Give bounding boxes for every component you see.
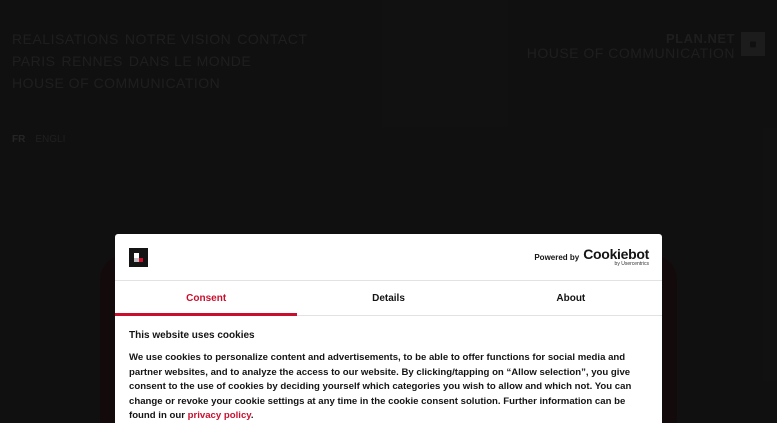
cookiebot-name: Cookiebot [583, 246, 649, 262]
nav-item-contact[interactable]: CONTACT [237, 31, 308, 47]
brand-name: PLAN.NET [666, 31, 735, 46]
cookiebot-sub: by Usercentrics [614, 261, 649, 267]
dialog-title: This website uses cookies [129, 330, 255, 341]
nav-item-dans-le-monde[interactable]: DANS LE MONDE [128, 53, 252, 69]
nav-item-realisations[interactable]: REALISATIONS [12, 31, 119, 47]
lang-fr[interactable]: FR [12, 134, 26, 145]
tab-about[interactable]: About [556, 292, 586, 304]
dialog-tabs [115, 281, 662, 316]
tab-details[interactable]: Details [372, 292, 405, 304]
cookie-consent-dialog [115, 234, 662, 423]
nav-item-rennes[interactable]: RENNES [61, 53, 123, 69]
dialog-description [129, 351, 648, 423]
site-logo-icon [129, 248, 148, 267]
brand-logo-icon: ■ [741, 32, 765, 56]
lang-english[interactable]: ENGLI [35, 134, 66, 145]
nav-item-house-of-communication[interactable]: HOUSE OF COMMUNICATION [12, 75, 221, 91]
tab-consent[interactable]: Consent [115, 281, 297, 315]
powered-by-cookiebot[interactable] [534, 247, 649, 267]
description-end: . [250, 410, 254, 422]
dialog-header [115, 234, 662, 281]
brand-tagline: HOUSE OF COMMUNICATION [526, 45, 735, 61]
privacy-policy-link[interactable]: privacy policy [187, 410, 251, 422]
nav-item-notre-vision[interactable]: NOTRE VISION [124, 31, 232, 47]
powered-by-label: Powered by [534, 252, 580, 262]
cookiebot-logo [583, 247, 649, 267]
description-text: We use cookies to personalize content and advertisements, to be able to offer functions for social media and partner websites, and to analyze the access to our website. By clicking/tapping on “Allow selection”, you give consent to the use of cookies by deciding yourself which categories you wish to allow and which not. You can change or revoke your cookie settings at any time in the cookie consent solution. Further information can be found in our [129, 352, 632, 422]
nav-item-paris[interactable]: PARIS [12, 53, 56, 69]
dialog-body [115, 316, 662, 423]
